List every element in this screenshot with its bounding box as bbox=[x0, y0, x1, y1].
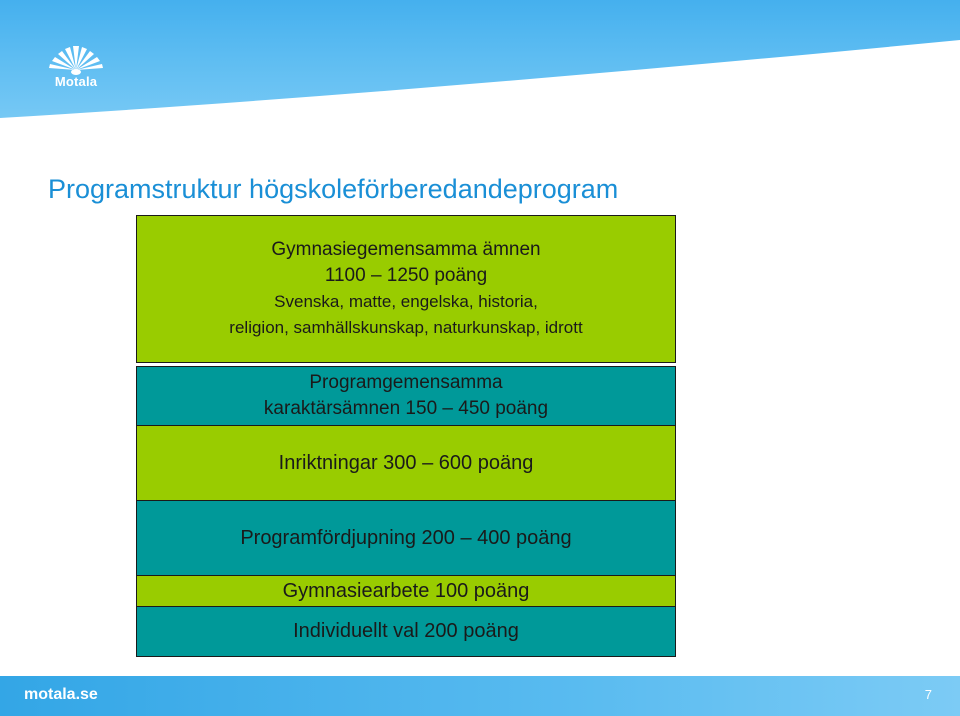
block-text: Gymnasiearbete 100 poäng bbox=[282, 579, 530, 602]
block-gymnasiearbete bbox=[136, 575, 676, 607]
block-subjects-line1: Svenska, matte, engelska, historia, bbox=[274, 292, 538, 311]
page-number: 7 bbox=[924, 687, 932, 702]
slide-title: Programstruktur högskoleförberedandeprogram bbox=[48, 174, 619, 204]
block-individuellt-val bbox=[136, 606, 676, 657]
block-line1: Programgemensamma bbox=[309, 372, 503, 393]
block-inriktningar bbox=[136, 425, 676, 502]
header-banner bbox=[0, 0, 960, 132]
block-text: Inriktningar 300 – 600 poäng bbox=[278, 452, 534, 474]
block-line2: karaktärsämnen 150 – 450 poäng bbox=[263, 398, 549, 419]
block-points: 1100 – 1250 poäng bbox=[324, 265, 488, 286]
logo-text: Motala bbox=[54, 74, 98, 89]
banner-wave-decoration bbox=[0, 0, 960, 132]
sun-rays-icon bbox=[38, 40, 114, 76]
block-subjects-line2: religion, samhällskunskap, naturkunskap, idrott bbox=[229, 318, 583, 337]
block-gymnasiegemensamma bbox=[136, 215, 676, 363]
footer-bar bbox=[0, 676, 960, 716]
block-programgemensamma bbox=[136, 366, 676, 426]
footer-url-link[interactable]: motala.se bbox=[24, 686, 98, 703]
block-text: Programfördjupning 200 – 400 poäng bbox=[240, 526, 572, 549]
block-programfordjupning bbox=[136, 500, 676, 576]
block-heading: Gymnasiegemensamma ämnen bbox=[271, 239, 541, 260]
motala-logo[interactable] bbox=[38, 40, 114, 92]
block-text: Individuellt val 200 poäng bbox=[293, 620, 519, 642]
